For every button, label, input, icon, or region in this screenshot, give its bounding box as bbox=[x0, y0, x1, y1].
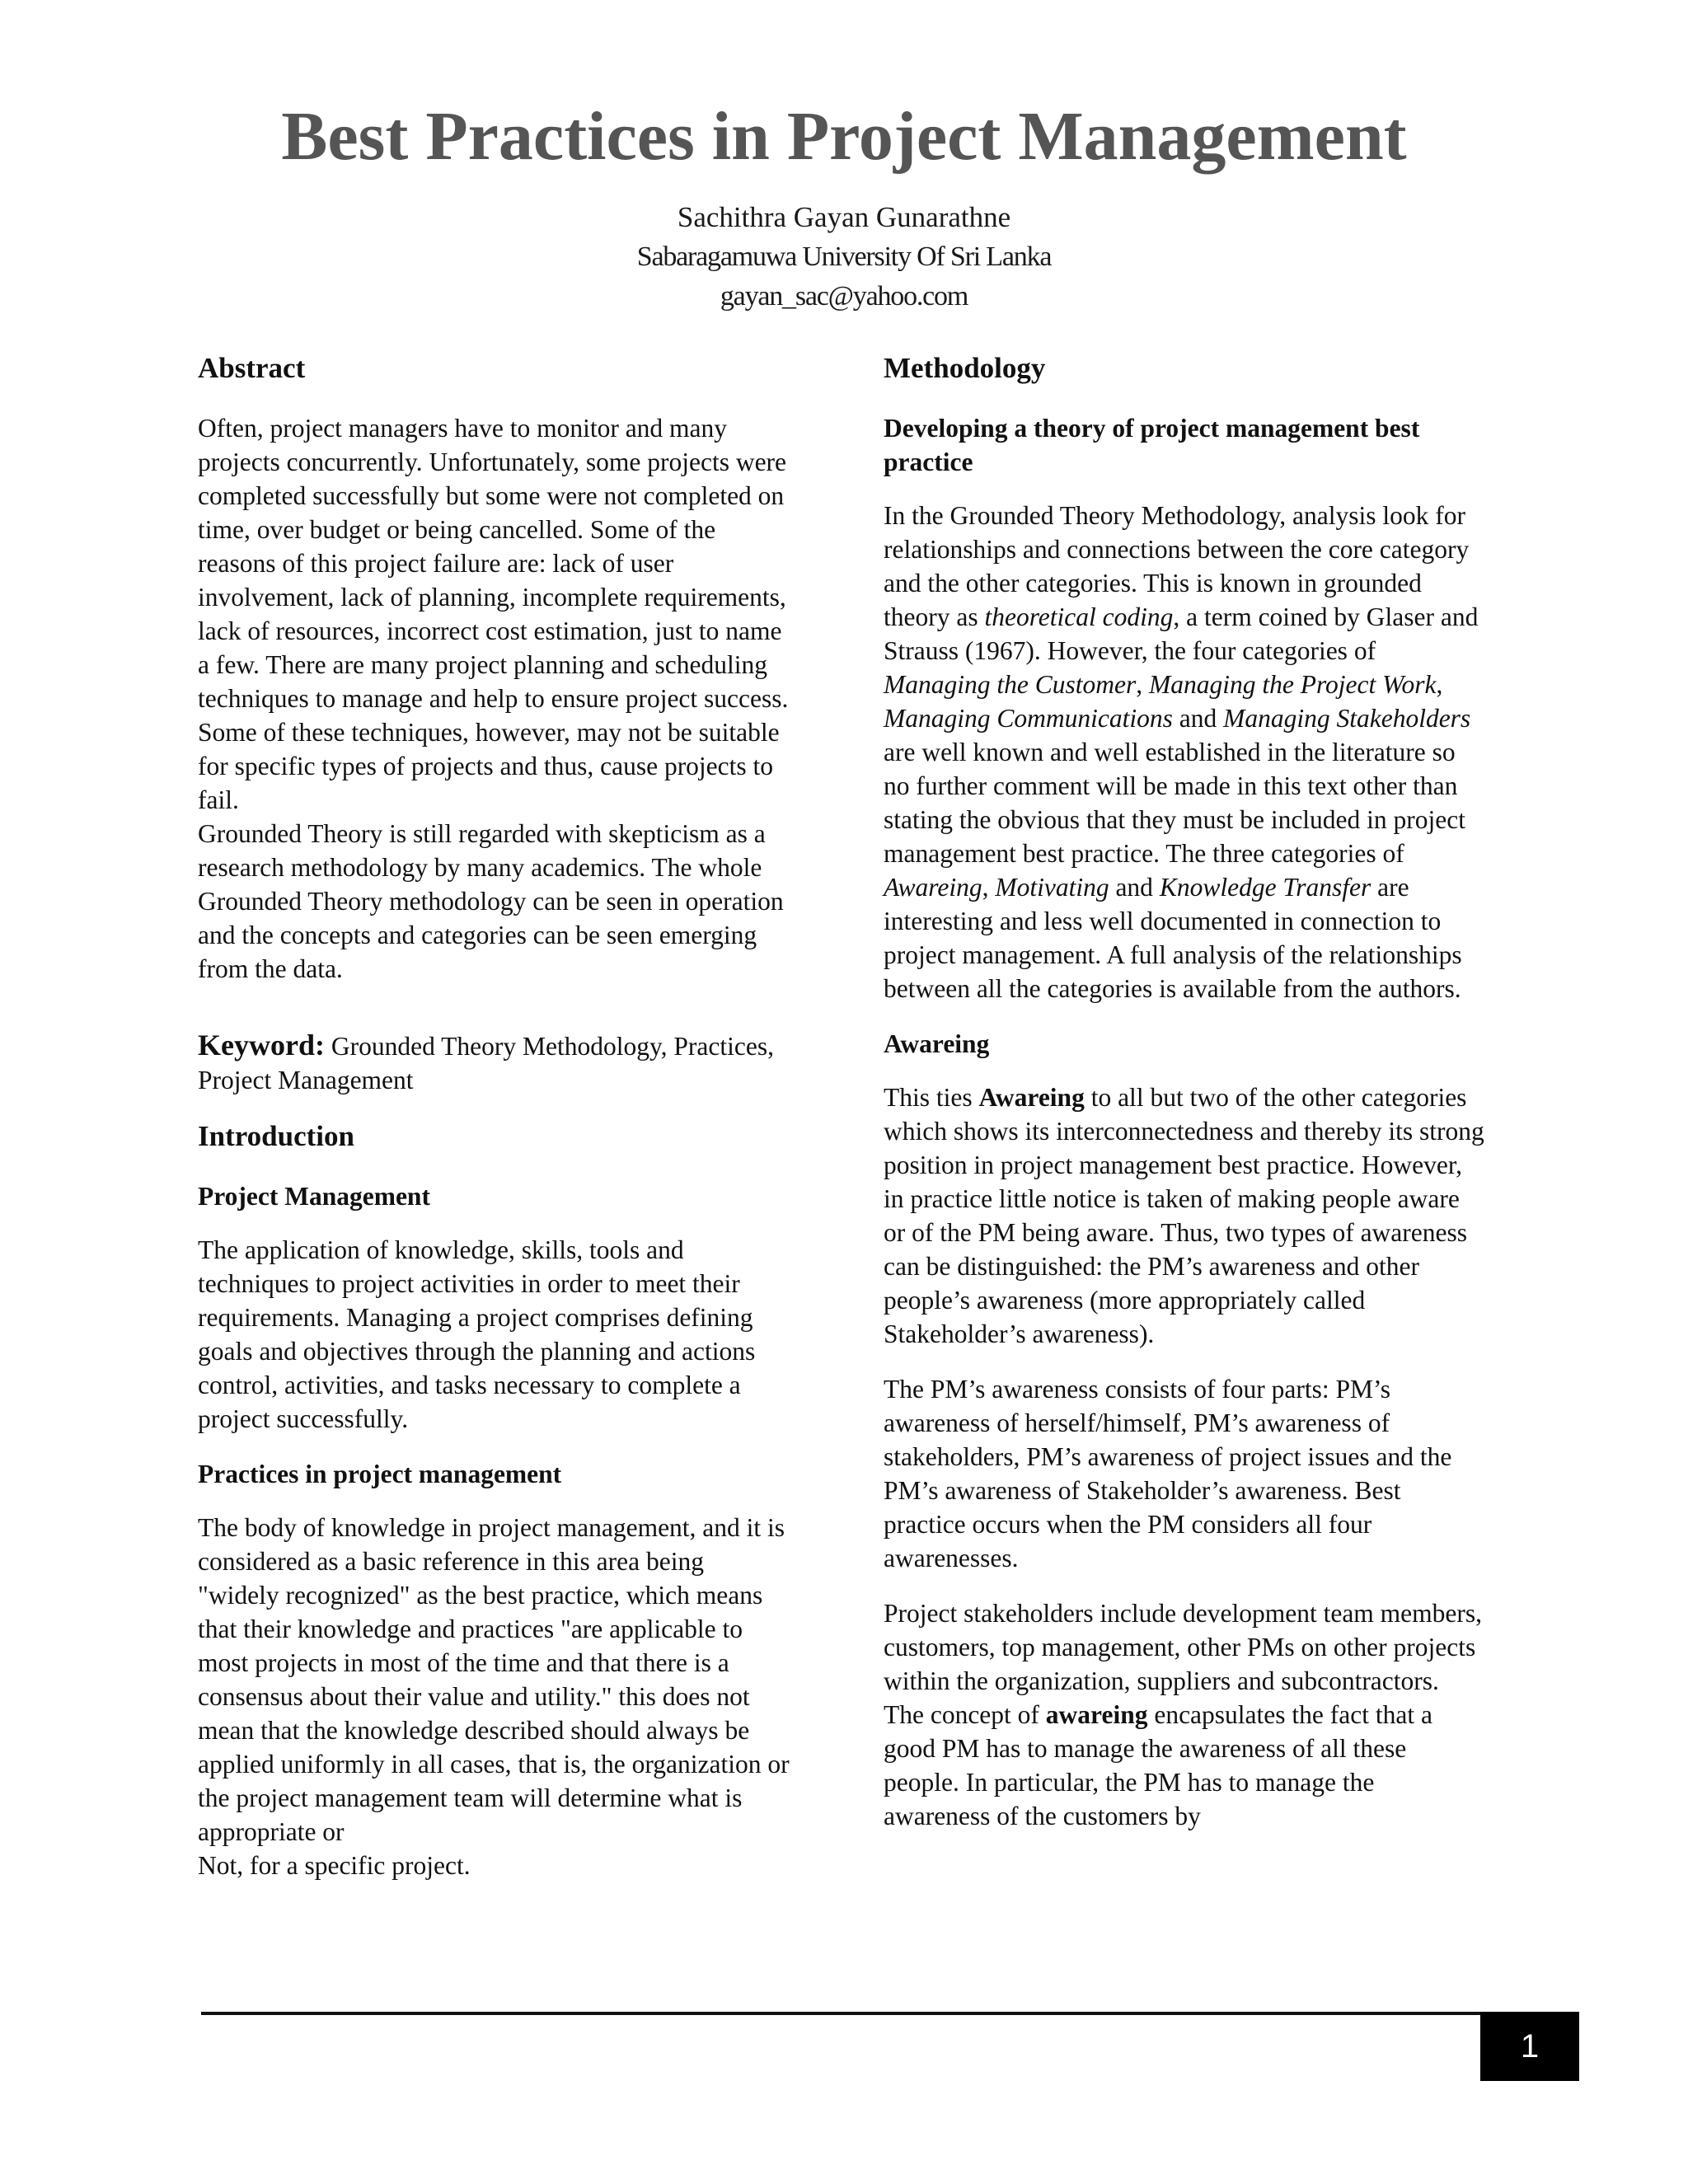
author-affiliation: Sabaragamuwa University Of Sri Lanka bbox=[636, 241, 1052, 272]
abstract-paragraph-2: Grounded Theory is still regarded with skepticism as a research methodology by many academics. The whole Grounded Theory methodology can be seen in operation and the concepts and categories can be seen emerging from the data. bbox=[198, 819, 784, 983]
methodology-heading: Methodology bbox=[884, 352, 1046, 384]
awareing-paragraph-3: Project stakeholders include development team members, customers, top management, other PMs on other projects within the organization, suppliers and subcontractors. The concept of awareing encapsulates the fact that a good PM has to manage the awareness of all these people. In particular, the PM has to manage the awareness of the customers by bbox=[884, 1599, 1483, 1830]
abstract-paragraph-1: Often, project managers have to monitor and many projects concurrently. Unfortunately, some projects were completed successfully but some were not completed on time, over budget or being cancelled. Some of the reasons of this project failure are: lack of user involvement, lack of planning, incomplete requirements, lack of resources, incorrect cost estimation, just to name a few. There are many project planning and scheduling techniques to manage and help to ensure project success. Some of these techniques, however, may not be suitable for specific types of projects and thus, cause projects to fail. bbox=[198, 414, 789, 814]
project-management-subheading: Project Management bbox=[198, 1182, 430, 1211]
footer-rule bbox=[201, 2012, 1487, 2015]
author-email: gayan_sac@yahoo.com bbox=[720, 281, 968, 312]
practices-paragraph-end: Not, for a specific project. bbox=[198, 1851, 471, 1880]
project-management-paragraph: The application of knowledge, skills, tools and techniques to project activities in order to meet their requirements. Managing a project comprises defining goals and objectives through the planning and actions control, activities, and tasks necessary to complete a project successfully. bbox=[198, 1235, 756, 1433]
keywords-text: Grounded Theory Methodology, Practices, Project Management bbox=[198, 1032, 774, 1094]
keywords-label: Keyword: bbox=[198, 1029, 325, 1062]
practices-subheading: Practices in project management bbox=[198, 1460, 562, 1488]
awareing-paragraph-2: The PM’s awareness consists of four parts: PM’s awareness of herself/himself, PM’s awareness of stakeholders, PM’s awareness of project issues and the PM’s awareness of Stakeholder’s awareness. Best practice occurs when the PM considers all four awarenesses. bbox=[884, 1375, 1452, 1572]
abstract-heading: Abstract bbox=[198, 352, 306, 384]
right-column bbox=[884, 350, 1485, 1854]
keywords bbox=[198, 1029, 791, 1097]
awareing-subheading: Awareing bbox=[884, 1029, 990, 1058]
awareing-paragraph-1: This ties Awareing to all but two of the other categories which shows its interconnectedness and thereby its strong position in project management best practice. However, in practice little notice is taken of making people aware or of the PM being aware. Thus, two types of awareness can be distinguished: the PM’s awareness and other people’s awareness (more appropriately called Stakeholder’s awareness). bbox=[884, 1083, 1484, 1348]
author-name: Sachithra Gayan Gunarathne bbox=[677, 201, 1011, 233]
left-column bbox=[198, 350, 791, 1882]
theory-paragraph: In the Grounded Theory Methodology, analysis look for relationships and connections between the core category and the other categories. This is known in grounded theory as theoretical coding, a term coined by Glaser and Strauss (1967). However, the four categories of Managing the Customer, Managing the Project Work, Managing Communications and Managing Stakeholders are well known and well established in the literature so no further comment will be made in this text other than stating the obvious that they must be included in project management best practice. The three categories of Awareing, Motivating and Knowledge Transfer are interesting and less well documented in connection to project management. A full analysis of the relationships between all the categories is available from the authors. bbox=[884, 501, 1479, 1003]
author-block bbox=[0, 198, 1688, 316]
paper-title: Best Practices in Project Management bbox=[281, 98, 1407, 175]
practices-paragraph: The body of knowledge in project management, and it is considered as a basic reference in this area being "widely recognized" as the best practice, which means that their knowledge and practices "are applicable to most projects in most of the time and that there is a consensus about their value and utility." this does not mean that the knowledge described should always be applied uniformly in all cases, that is, the organization or the project management team will determine what is appropriate or bbox=[198, 1513, 790, 1846]
page-number: 1 bbox=[1480, 2012, 1579, 2081]
theory-subheading: Developing a theory of project management best practice bbox=[884, 414, 1420, 476]
introduction-heading: Introduction bbox=[198, 1120, 354, 1152]
